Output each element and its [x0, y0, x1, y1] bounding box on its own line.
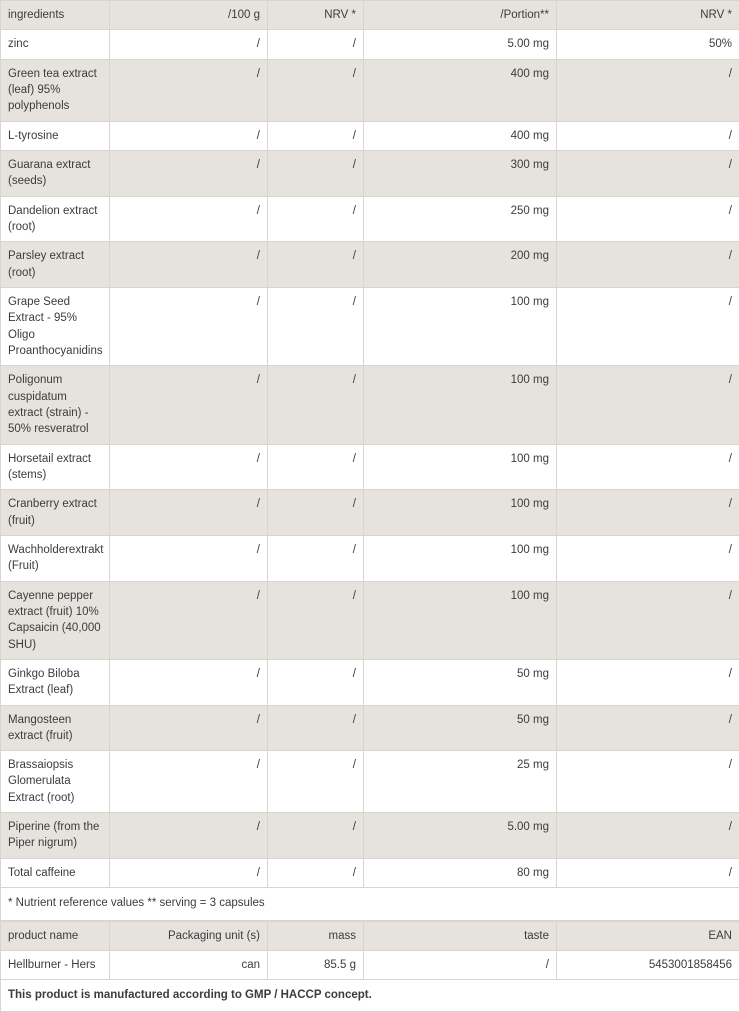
ingredient-per-100g: / [110, 242, 268, 288]
ingredient-per-portion: 300 mg [364, 150, 557, 196]
table-row [1, 813, 739, 859]
table-row [1, 535, 739, 581]
table-row [1, 121, 739, 150]
nutrition-table-header-row [1, 1, 739, 30]
ingredient-name: Poligonum cuspidatum extract (strain) - 50% resveratrol [1, 366, 110, 444]
nutrition-table-body [1, 1, 739, 921]
ingredient-per-portion: 5.00 mg [364, 813, 557, 859]
ingredient-per-portion: 100 mg [364, 581, 557, 659]
ingredient-per-100g: / [110, 535, 268, 581]
table-row [1, 242, 739, 288]
table-row [1, 30, 739, 59]
ingredient-nrv-2: / [557, 59, 739, 121]
column-header-ean: EAN [557, 921, 739, 950]
column-header-per-portion: /Portion** [364, 1, 557, 30]
ingredient-nrv-2: / [557, 813, 739, 859]
nutrition-footnote-row [1, 888, 739, 921]
ingredient-nrv-1: / [268, 196, 364, 242]
ingredient-nrv-2: / [557, 705, 739, 751]
ingredient-nrv-1: / [268, 659, 364, 705]
ingredient-per-portion: 5.00 mg [364, 30, 557, 59]
ingredient-per-100g: / [110, 59, 268, 121]
table-row [1, 858, 739, 887]
ingredient-nrv-2: / [557, 242, 739, 288]
ingredient-per-100g: / [110, 659, 268, 705]
nutrition-footnote: * Nutrient reference values ** serving = 3 capsules [1, 888, 739, 921]
table-row [1, 150, 739, 196]
ingredient-per-portion: 50 mg [364, 659, 557, 705]
ingredient-nrv-1: / [268, 366, 364, 444]
product-taste: / [364, 951, 557, 980]
ingredient-per-100g: / [110, 751, 268, 813]
ingredient-name: Dandelion extract (root) [1, 196, 110, 242]
column-header-nrv-2: NRV * [557, 1, 739, 30]
product-name: Hellburner - Hers [1, 951, 110, 980]
column-header-nrv-1: NRV * [268, 1, 364, 30]
product-ean: 5453001858456 [557, 951, 739, 980]
gmp-note: This product is manufactured according to GMP / HACCP concept. [1, 980, 739, 1011]
table-row [1, 59, 739, 121]
column-header-product-name: product name [1, 921, 110, 950]
ingredient-per-100g: / [110, 581, 268, 659]
product-table-header-row [1, 921, 739, 950]
product-table [0, 921, 739, 1012]
ingredient-per-portion: 200 mg [364, 242, 557, 288]
ingredient-name: Green tea extract (leaf) 95% polyphenols [1, 59, 110, 121]
ingredient-name: Grape Seed Extract - 95% Oligo Proanthocyanidins [1, 287, 110, 365]
column-header-packaging-unit: Packaging unit (s) [110, 921, 268, 950]
ingredient-nrv-1: / [268, 444, 364, 490]
ingredient-nrv-2: / [557, 150, 739, 196]
ingredient-per-portion: 50 mg [364, 705, 557, 751]
ingredient-nrv-1: / [268, 287, 364, 365]
ingredient-nrv-2: / [557, 659, 739, 705]
column-header-mass: mass [268, 921, 364, 950]
ingredient-per-100g: / [110, 858, 268, 887]
table-row [1, 366, 739, 444]
table-row [1, 287, 739, 365]
ingredient-per-portion: 100 mg [364, 535, 557, 581]
ingredient-nrv-2: / [557, 751, 739, 813]
ingredient-name: Cranberry extract (fruit) [1, 490, 110, 536]
table-row [1, 444, 739, 490]
ingredient-nrv-1: / [268, 535, 364, 581]
ingredient-nrv-2: / [557, 444, 739, 490]
ingredient-per-100g: / [110, 813, 268, 859]
ingredient-per-portion: 250 mg [364, 196, 557, 242]
ingredient-nrv-2: / [557, 581, 739, 659]
ingredient-name: Guarana extract (seeds) [1, 150, 110, 196]
ingredient-nrv-1: / [268, 150, 364, 196]
ingredient-name: Horsetail extract (stems) [1, 444, 110, 490]
product-table-body [1, 921, 739, 1011]
product-mass: 85.5 g [268, 951, 364, 980]
ingredient-nrv-1: / [268, 121, 364, 150]
ingredient-name: L-tyrosine [1, 121, 110, 150]
ingredient-nrv-1: / [268, 490, 364, 536]
ingredient-nrv-1: / [268, 813, 364, 859]
ingredient-nrv-1: / [268, 705, 364, 751]
ingredient-per-portion: 80 mg [364, 858, 557, 887]
ingredient-nrv-2: / [557, 121, 739, 150]
ingredient-name: Piperine (from the Piper nigrum) [1, 813, 110, 859]
ingredient-per-100g: / [110, 196, 268, 242]
ingredient-name: Mangosteen extract (fruit) [1, 705, 110, 751]
ingredient-nrv-2: / [557, 196, 739, 242]
table-row [1, 490, 739, 536]
ingredient-name: Cayenne pepper extract (fruit) 10% Capsaicin (40,000 SHU) [1, 581, 110, 659]
ingredient-per-portion: 25 mg [364, 751, 557, 813]
ingredient-nrv-1: / [268, 242, 364, 288]
table-row [1, 705, 739, 751]
ingredient-per-portion: 400 mg [364, 121, 557, 150]
ingredient-nrv-1: / [268, 858, 364, 887]
ingredient-name: Brassaiopsis Glomerulata Extract (root) [1, 751, 110, 813]
column-header-per-100g: /100 g [110, 1, 268, 30]
ingredient-name: Total caffeine [1, 858, 110, 887]
table-row [1, 581, 739, 659]
ingredient-name: Ginkgo Biloba Extract (leaf) [1, 659, 110, 705]
ingredient-per-100g: / [110, 444, 268, 490]
ingredient-nrv-1: / [268, 30, 364, 59]
ingredient-per-100g: / [110, 150, 268, 196]
ingredient-nrv-2: / [557, 287, 739, 365]
ingredient-per-100g: / [110, 30, 268, 59]
ingredient-nrv-2: / [557, 535, 739, 581]
ingredient-per-100g: / [110, 490, 268, 536]
table-row [1, 196, 739, 242]
table-row [1, 951, 739, 980]
ingredient-per-portion: 100 mg [364, 444, 557, 490]
ingredient-name: Parsley extract (root) [1, 242, 110, 288]
gmp-note-row [1, 980, 739, 1011]
ingredient-nrv-1: / [268, 581, 364, 659]
ingredient-per-portion: 400 mg [364, 59, 557, 121]
ingredient-name: zinc [1, 30, 110, 59]
ingredient-nrv-2: / [557, 490, 739, 536]
table-row [1, 659, 739, 705]
column-header-ingredients: ingredients [1, 1, 110, 30]
table-row [1, 751, 739, 813]
ingredient-per-100g: / [110, 705, 268, 751]
ingredient-per-100g: / [110, 287, 268, 365]
ingredient-nrv-2: / [557, 366, 739, 444]
ingredient-nrv-2: / [557, 858, 739, 887]
ingredient-per-portion: 100 mg [364, 287, 557, 365]
product-packaging-unit: can [110, 951, 268, 980]
column-header-taste: taste [364, 921, 557, 950]
ingredient-nrv-2: 50% [557, 30, 739, 59]
ingredient-name: Wachholderextrakt (Fruit) [1, 535, 110, 581]
ingredient-per-portion: 100 mg [364, 366, 557, 444]
ingredient-per-portion: 100 mg [364, 490, 557, 536]
ingredient-nrv-1: / [268, 59, 364, 121]
ingredient-per-100g: / [110, 366, 268, 444]
ingredient-per-100g: / [110, 121, 268, 150]
ingredient-nrv-1: / [268, 751, 364, 813]
